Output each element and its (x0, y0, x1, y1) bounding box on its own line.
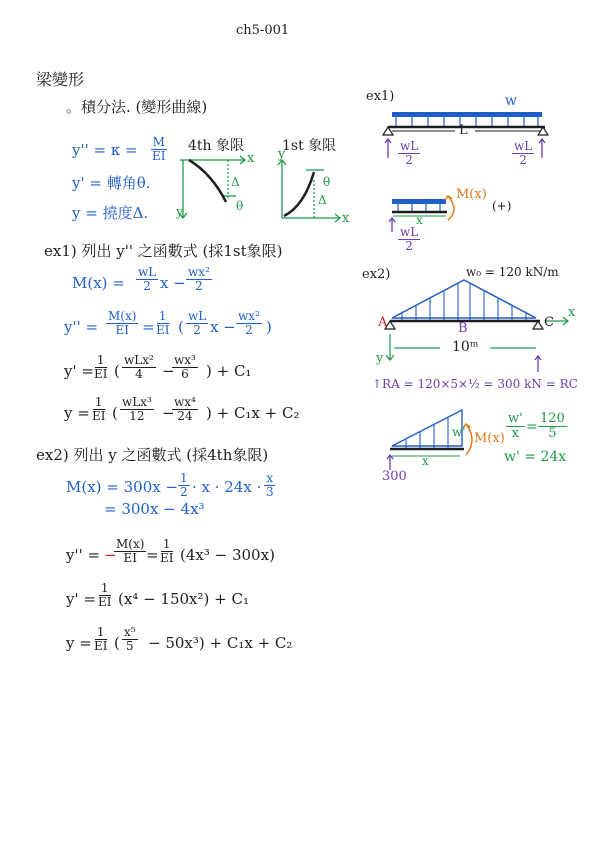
ex1-fbd-x: x (416, 213, 423, 227)
ex2-y0-tail: − 50x³) + C₁x + C₂ (148, 634, 293, 652)
ex1-y1-lhs: y' = (64, 362, 94, 380)
method-line: 。積分法. (變形曲線) (66, 98, 208, 116)
q1-theta-label: θ (323, 175, 331, 189)
ex2-reaction-calc: ↑RA = 120×5×½ = 300 kN = RC (372, 377, 578, 391)
ex1-rc-num: wL (514, 139, 533, 153)
ex2-y2-lhs: y'' = (66, 546, 101, 564)
ex2-point-A: A (378, 315, 388, 330)
q4-y-label: y (176, 205, 184, 220)
ex2-y0-f-den: EI (94, 638, 108, 653)
ex1-moment-t1-den: 2 (143, 278, 151, 293)
ex1-y1-minus: − (162, 362, 175, 380)
ex1-y0-lhs: y = (64, 404, 90, 422)
ex2-point-C: C (544, 315, 554, 330)
ex2-w-result: w' = 24x (504, 449, 567, 465)
ex2-y1-lhs: y' = (66, 590, 96, 608)
ex2-diagram-label: ex2) (362, 267, 391, 282)
ex1-fbd-r-num: wL (400, 225, 419, 239)
ex1-y0-t2-num: wx⁴ (174, 395, 196, 409)
ex2-y0-t-den: 5 (125, 638, 134, 653)
ex2-y1-tail: (x⁴ − 150x²) + C₁ (118, 590, 249, 608)
ex1-y2-t1-num: wL (188, 309, 207, 323)
q4-delta-label: Δ (231, 175, 240, 189)
ex1-moment-t1-num: wL (138, 265, 157, 279)
ex2-y-axis-label: y (376, 351, 384, 366)
ex1-load-w: w (505, 93, 517, 109)
ex2-y0-t-num: x⁵ (124, 625, 136, 639)
ex1-y1-t1-den: 4 (135, 366, 143, 381)
ex1-y0-t1-den: 12 (129, 408, 145, 423)
ex1-y2-f1-den: EI (115, 322, 129, 337)
ex2-fbd-reaction (387, 455, 393, 470)
ex2-moment-line1a: M(x) = 300x − (66, 478, 179, 496)
ex1-y0-f-den: EI (92, 408, 106, 423)
ex1-y0-open: ( (112, 404, 118, 422)
ex2-fbd-moment: M(x) (474, 431, 505, 446)
ex2-moment-third-num: x (266, 471, 274, 485)
ex1-moment-t2-den: 2 (195, 278, 203, 293)
ex2-ratio-d2: 5 (548, 425, 557, 441)
ex2-fbd-reaction-label: 300 (382, 469, 407, 484)
ex1-y2-f1-num: M(x) (108, 309, 137, 323)
ex2-ratio-left (506, 412, 525, 440)
q1-y-label: y (278, 147, 286, 162)
ex1-y2-f2-num: 1 (158, 309, 167, 323)
ex1-fbd-moment: M(x) (456, 187, 487, 202)
ex2-fbd-load-arrows (406, 418, 448, 448)
ex1-diagram-label: ex1) (366, 89, 395, 104)
ex1-moment-lhs: M(x) = (72, 274, 125, 292)
ex2-x-axis-label: x (568, 305, 576, 320)
ex2-moment-line2: = 300x − 4x³ (104, 500, 205, 518)
ex1-y1-t2-num: wx³ (174, 353, 196, 367)
slope-relation: y' = 轉角θ. (72, 174, 151, 192)
ex2-fbd-moment-arc (466, 424, 472, 455)
curvature-den: EI (152, 148, 166, 163)
ex1-y1-t2-den: 6 (181, 366, 189, 381)
quadrant1-label: 1st 象限 (282, 138, 337, 154)
ex1-y1-t1-num: wLx² (124, 353, 154, 367)
ex2-ratio-n1: w' (508, 411, 523, 426)
q1-delta-label: Δ (318, 193, 327, 207)
ex2-y1-f-num: 1 (100, 581, 109, 595)
ex2-ratio-right (538, 412, 567, 440)
ex1-heading: ex1) 列出 y'' 之函數式 (採1st象限) (44, 242, 283, 260)
ex2-fbd-x: x (422, 454, 429, 468)
ex1-y2-eq: = (142, 318, 155, 336)
ex2-w0-label: w₀ = 120 kN/m (466, 265, 559, 279)
ex1-y2-t1-den: 2 (193, 322, 201, 337)
ex1-span-L: L (459, 123, 468, 138)
ex1-ra-num: wL (400, 139, 419, 153)
ex1-y0-t1-num: wLx³ (122, 395, 152, 409)
ex1-y1-open: ( (114, 362, 120, 380)
ex1-y2-open: ( (178, 318, 184, 336)
ex2-y0-lhs: y = (66, 634, 92, 652)
ex2-y2-f2-num: 1 (162, 537, 171, 551)
page-header: ch5-001 (236, 23, 290, 38)
section-title: 梁變形 (36, 70, 85, 89)
ex1-y1-f-num: 1 (96, 353, 105, 367)
ex2-y2-f2-den: EI (160, 550, 174, 565)
ex1-y2-t2-den: 2 (245, 322, 253, 337)
ex2-y2-f1-den: EI (123, 550, 137, 565)
q4-x-label: x (247, 151, 255, 166)
ex1-y0-tail: ) + C₁x + C₂ (206, 404, 300, 422)
quadrant4-label: 4th 象限 (188, 138, 244, 154)
ex2-moment-half-den: 2 (180, 484, 188, 499)
ex2-y2-minus: − (104, 546, 117, 564)
ex2-moment-line1b: · x · 24x · (192, 478, 262, 496)
q4-theta-label: θ (236, 199, 244, 213)
curvature-num: M (152, 135, 165, 149)
q1-x-label: x (342, 211, 350, 226)
ex2-span-label: 10ᵐ (452, 339, 479, 355)
ex2-ratio-d1: x (511, 425, 520, 441)
ex1-y2-close: ) (266, 318, 272, 336)
ex2-ratio-n2: 120 (540, 411, 565, 426)
ex1-moment-t2-num: wx² (188, 265, 210, 279)
ex1-y2-f2-den: EI (156, 322, 170, 337)
deflection-relation: y = 撓度Δ. (72, 204, 149, 222)
ex2-y2-tail: (4x³ − 300x) (180, 546, 275, 564)
ex1-y2-mid: x − (210, 318, 236, 336)
curvature-lhs: y'' = κ = (72, 141, 138, 159)
ex2-y0-f-num: 1 (96, 625, 105, 639)
ex2-ratio-eq: = (526, 419, 538, 435)
ex2-y2-f1-num: M(x) (116, 537, 145, 551)
ex2-moment-third-den: 3 (266, 484, 274, 499)
ex1-rc-den: 2 (519, 152, 527, 167)
ex2-heading: ex2) 列出 y 之函數式 (採4th象限) (36, 446, 269, 464)
ex2-fbd-w-prime: w' (452, 425, 466, 439)
ex1-y1-f-den: EI (94, 366, 108, 381)
ex1-moment-mid: x − (160, 274, 186, 292)
ex1-y0-minus: − (162, 404, 175, 422)
ex2-moment-half-num: 1 (180, 471, 188, 485)
ex1-y1-tail: ) + C₁ (206, 362, 252, 380)
ex1-y0-f-num: 1 (94, 395, 103, 409)
ex2-y2-eq: = (146, 546, 159, 564)
ex1-y2-t2-num: wx² (238, 309, 260, 323)
ex2-y1-f-den: EI (98, 594, 112, 609)
ex2-y0-open: ( (114, 634, 120, 652)
ex2-point-B: B (458, 321, 468, 336)
ex1-y0-t2-den: 24 (177, 408, 193, 423)
ex1-ra-den: 2 (405, 152, 413, 167)
ex1-fbd-sign: (+) (492, 199, 512, 213)
ex1-y2-lhs: y'' = (64, 318, 99, 336)
ex1-fbd-r-den: 2 (405, 238, 413, 253)
